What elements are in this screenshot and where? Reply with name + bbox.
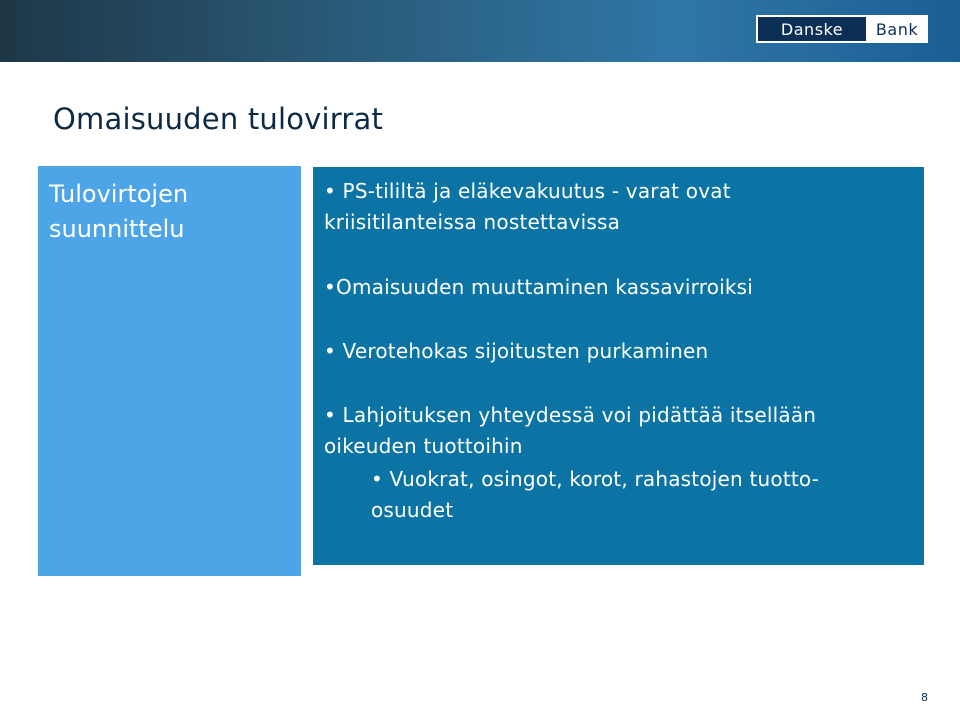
sub-bullet-line-2: osuudet xyxy=(371,498,454,522)
page-number: 8 xyxy=(921,691,928,704)
right-panel xyxy=(313,167,924,565)
logo-text-danske: Danske xyxy=(758,17,868,41)
danske-bank-logo xyxy=(756,15,928,43)
bullet-1-line-2: kriisitilanteissa nostettavissa xyxy=(324,210,621,234)
bullet-2-line-1: •Omaisuuden muuttaminen kassavirroiksi xyxy=(324,275,754,299)
bullet-3-line-1: • Verotehokas sijoitusten purkaminen xyxy=(324,339,709,363)
bullet-1-line-1: • PS-tililtä ja eläkevakuutus - varat ovat xyxy=(324,179,731,203)
header-bar xyxy=(0,0,960,62)
logo-text-bank: Bank xyxy=(868,17,926,41)
slide-title: Omaisuuden tulovirrat xyxy=(53,102,384,136)
left-panel-heading xyxy=(49,177,188,247)
left-panel xyxy=(38,166,301,576)
left-heading-line-2: suunnittelu xyxy=(49,215,185,243)
bullet-4-line-1: • Lahjoituksen yhteydessä voi pidättää itsellään xyxy=(324,403,817,427)
left-heading-line-1: Tulovirtojen xyxy=(49,180,189,208)
sub-bullet-line-1: • Vuokrat, osingot, korot, rahastojen tuotto- xyxy=(371,467,820,491)
bullet-4-line-2: oikeuden tuottoihin xyxy=(324,434,523,458)
